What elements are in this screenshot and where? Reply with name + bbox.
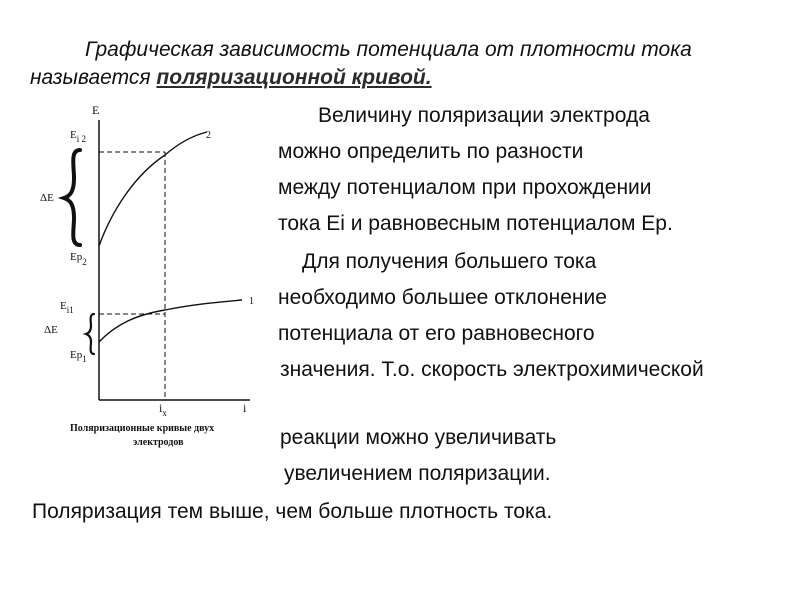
y-axis-label: E (92, 103, 100, 117)
polarization-curves-figure (40, 100, 280, 460)
ei1-label: $E_{i1}$ (60, 300, 74, 315)
curve-2 (99, 132, 207, 246)
body-line-4: тока Ei и равновесным потенциалом Ep. (278, 212, 673, 235)
caption-line-1: Поляризационные кривые двух (70, 423, 215, 434)
body-line-3: между потенциалом при прохождении (278, 176, 652, 199)
body-line-8: значения. Т.о. скорость электрохимической (280, 358, 704, 381)
x-axis-label: i (243, 401, 247, 415)
lower-curly-brace (86, 314, 94, 354)
ep2-label: $Ep_2$ (70, 251, 87, 267)
ix-label: $i_x$ (159, 401, 167, 418)
delta-e-upper-label: ΔE (40, 192, 54, 204)
body-line-7: потенциала от его равновесного (278, 322, 595, 345)
body-line-6: необходимо большее отклонение (278, 286, 607, 309)
intro-text (30, 36, 790, 92)
intro-line-1: Графическая зависимость потенциала от плотности тока (85, 38, 692, 61)
body-line-5: Для получения большего тока (302, 250, 597, 273)
body-line-2: можно определить по разности (278, 140, 584, 163)
curve-1 (99, 300, 242, 342)
ei2-label: $E_{i 2}$ (70, 129, 86, 144)
intro-line-2-prefix: называется (30, 66, 157, 89)
body-line-10: увеличением поляризации. (284, 462, 551, 485)
curve-1-label: 1 (249, 296, 254, 307)
body-line-9: реакции можно увеличивать (280, 426, 557, 449)
intro-line-2 (30, 64, 790, 92)
intro-keyword: поляризационной кривой. (156, 66, 432, 89)
ep1-label: $Ep_1$ (70, 349, 87, 364)
caption-line-2: электродов (133, 437, 184, 448)
body-line-1: Величину поляризации электрода (318, 104, 650, 127)
upper-curly-brace (64, 150, 80, 245)
delta-e-lower-label: ΔE (44, 324, 58, 336)
conclusion-line: Поляризация тем выше, чем больше плотность тока. (32, 500, 553, 523)
curve-2-label: 2 (206, 130, 211, 141)
